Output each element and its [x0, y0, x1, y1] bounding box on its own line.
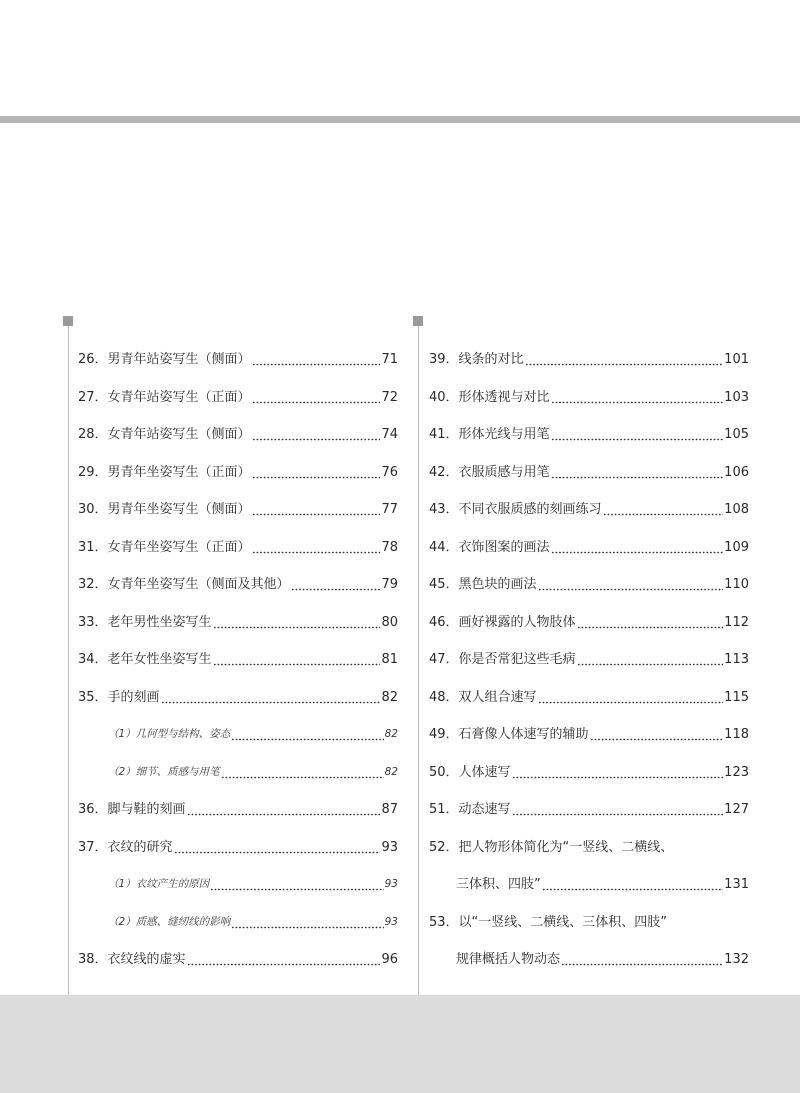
toc-dot-leader	[590, 738, 724, 741]
toc-dot-leader	[161, 701, 381, 704]
toc-dot-leader	[252, 401, 381, 404]
toc-entry-number: 27．	[78, 389, 108, 405]
toc-dot-leader	[551, 401, 724, 404]
toc-entry[interactable]	[429, 454, 749, 492]
toc-entry[interactable]	[78, 754, 398, 792]
toc-entry-number: 40．	[429, 389, 459, 405]
toc-entry-number: 34．	[78, 652, 108, 668]
toc-entry-title: 动态速写	[458, 802, 511, 818]
toc-entry[interactable]	[78, 604, 398, 642]
toc-entry-title: 男青年站姿写生（侧面）	[107, 352, 251, 368]
toc-entry-number: 38．	[78, 952, 108, 968]
toc-entry[interactable]	[78, 416, 398, 454]
toc-entry-page: 82	[384, 765, 398, 778]
toc-entry-title: 女青年站姿写生（侧面）	[107, 427, 251, 443]
toc-dot-leader	[252, 438, 381, 441]
toc-entry-title: 女青年站姿写生（正面）	[107, 389, 251, 405]
toc-entry-page: 109	[724, 539, 749, 555]
toc-entry-number: 52．	[429, 839, 459, 855]
toc-dot-leader	[542, 888, 723, 891]
toc-entry[interactable]	[78, 791, 398, 829]
toc-entry-title: 规律概括人物动态	[456, 952, 561, 968]
footer-band	[0, 995, 800, 1093]
toc-entry[interactable]	[78, 866, 398, 904]
toc-entry-page: 71	[381, 352, 398, 368]
toc-entry[interactable]	[429, 829, 749, 867]
toc-entry-page: 87	[381, 802, 398, 818]
toc-entry-title: 以“一竖线、二横线、三体积、四肢”	[458, 914, 668, 930]
toc-dot-leader	[538, 701, 724, 704]
toc-entry-number: 46．	[429, 614, 459, 630]
toc-entry-title: 男青年坐姿写生（侧面）	[107, 502, 251, 518]
toc-dot-leader	[252, 513, 381, 516]
right-column-rule	[418, 326, 419, 995]
toc-dot-leader	[512, 776, 724, 779]
toc-dot-leader	[231, 738, 383, 741]
toc-entry-page: 112	[724, 614, 749, 630]
toc-entry-page: 72	[381, 389, 398, 405]
toc-entry-number: 50．	[429, 764, 459, 780]
toc-entry-number: 42．	[429, 464, 459, 480]
toc-entry-page: 101	[724, 352, 749, 368]
toc-entry-number: 48．	[429, 689, 459, 705]
toc-entry[interactable]	[429, 604, 749, 642]
toc-entry-title: 形体透视与对比	[458, 389, 550, 405]
toc-entry[interactable]	[429, 341, 749, 379]
toc-entry-number: 47．	[429, 652, 459, 668]
toc-entry-title: 石膏像人体速写的辅助	[458, 727, 589, 743]
toc-dot-leader	[252, 476, 381, 479]
toc-dot-leader	[291, 588, 381, 591]
toc-entry-page: 118	[724, 727, 749, 743]
toc-entry-number: 39．	[429, 352, 459, 368]
toc-entry-page: 113	[724, 652, 749, 668]
toc-entry-title: 衣饰图案的画法	[458, 539, 550, 555]
left-column-marker	[63, 316, 73, 326]
toc-entry-title: 脚与鞋的刻画	[107, 802, 186, 818]
toc-entry[interactable]	[78, 641, 398, 679]
toc-dot-leader	[577, 626, 724, 629]
toc-entry-number: 45．	[429, 577, 459, 593]
toc-entry-page: 82	[384, 728, 398, 741]
toc-dot-leader	[561, 963, 723, 966]
toc-dot-leader	[210, 888, 383, 891]
toc-dot-leader	[231, 926, 383, 929]
toc-entry[interactable]	[429, 941, 749, 979]
toc-entry[interactable]	[78, 341, 398, 379]
toc-entry-title: 老年男性坐姿写生	[107, 614, 212, 630]
toc-entry-page: 77	[381, 502, 398, 518]
toc-entry-title: 衣纹的研究	[107, 839, 173, 855]
toc-entry[interactable]	[429, 791, 749, 829]
toc-entry-page: 93	[384, 878, 398, 891]
toc-entry-number: 37．	[78, 839, 108, 855]
toc-entry-page: 106	[724, 464, 749, 480]
toc-entry-title: （1）衣纹产生的原因	[108, 878, 210, 891]
toc-entry[interactable]	[78, 716, 398, 754]
toc-entry-title: 黑色块的画法	[458, 577, 537, 593]
toc-entry-page: 103	[724, 389, 749, 405]
toc-entry-title: 你是否常犯这些毛病	[458, 652, 576, 668]
toc-entry[interactable]	[78, 566, 398, 604]
toc-entry[interactable]	[429, 416, 749, 454]
toc-entry-number: 43．	[429, 502, 459, 518]
header-rule	[0, 116, 800, 123]
toc-entry-number: 36．	[78, 802, 108, 818]
toc-entry-number: 32．	[78, 577, 108, 593]
toc-entry-number: 35．	[78, 689, 108, 705]
toc-entry-number: 49．	[429, 727, 459, 743]
toc-entry-page: 79	[381, 577, 398, 593]
toc-entry-page: 105	[724, 427, 749, 443]
toc-dot-leader	[213, 663, 381, 666]
toc-entry[interactable]	[429, 566, 749, 604]
toc-entry-title: 线条的对比	[458, 352, 524, 368]
toc-entry[interactable]	[78, 829, 398, 867]
toc-entry-number: 30．	[78, 502, 108, 518]
toc-entry[interactable]	[429, 679, 749, 717]
toc-entry-page: 93	[384, 915, 398, 928]
toc-entry-title: 把人物形体简化为“一竖线、二横线、	[458, 839, 674, 855]
toc-entry-number: 53．	[429, 914, 459, 930]
toc-dot-leader	[538, 588, 724, 591]
toc-entry-page: 80	[381, 614, 398, 630]
toc-entry-title: （1）几何型与结构、姿态	[108, 728, 231, 741]
toc-entry-page: 131	[724, 877, 749, 893]
toc-entry-number: 26．	[78, 352, 108, 368]
toc-dot-leader	[512, 813, 724, 816]
toc-dot-leader	[174, 851, 381, 854]
toc-entry[interactable]	[78, 491, 398, 529]
toc-entry-page: 123	[724, 764, 749, 780]
toc-entry-title: 男青年坐姿写生（正面）	[107, 464, 251, 480]
toc-entry[interactable]	[429, 641, 749, 679]
toc-entry-title: 老年女性坐姿写生	[107, 652, 212, 668]
toc-entry-page: 96	[381, 952, 398, 968]
toc-entry-number: 29．	[78, 464, 108, 480]
toc-entry-title: （2）细节、质感与用笔	[108, 765, 220, 778]
toc-dot-leader	[187, 963, 381, 966]
toc-entry-number: 51．	[429, 802, 459, 818]
toc-entry-page: 82	[381, 689, 398, 705]
toc-entry[interactable]	[429, 529, 749, 567]
toc-entry-number: 31．	[78, 539, 108, 555]
toc-entry[interactable]	[78, 529, 398, 567]
toc-entry[interactable]	[78, 679, 398, 717]
toc-dot-leader	[252, 551, 381, 554]
toc-entry-title: 三体积、四肢”	[456, 877, 541, 893]
toc-entry-number: 28．	[78, 427, 108, 443]
toc-entry-page: 127	[724, 802, 749, 818]
toc-dot-leader	[577, 663, 724, 666]
toc-entry[interactable]	[78, 454, 398, 492]
toc-entry-title: 人体速写	[458, 764, 511, 780]
toc-entry-number: 44．	[429, 539, 459, 555]
toc-dot-leader	[187, 813, 381, 816]
toc-entry-page: 108	[724, 502, 749, 518]
toc-entry[interactable]	[429, 754, 749, 792]
toc-dot-leader	[551, 551, 724, 554]
toc-entry[interactable]	[429, 491, 749, 529]
toc-entry[interactable]	[78, 379, 398, 417]
toc-dot-leader	[525, 363, 724, 366]
toc-entry-number: 33．	[78, 614, 108, 630]
toc-entry-title: 手的刻画	[107, 689, 160, 705]
left-column-rule	[68, 326, 69, 995]
toc-entry-page: 132	[724, 952, 749, 968]
toc-dot-leader	[603, 513, 724, 516]
toc-entry-title: 形体光线与用笔	[458, 427, 550, 443]
toc-entry-title: 画好裸露的人物肢体	[458, 614, 576, 630]
toc-dot-leader	[221, 776, 384, 779]
toc-entry-page: 76	[381, 464, 398, 480]
toc-left-column	[78, 341, 398, 979]
toc-entry-title: 衣服质感与用笔	[458, 464, 550, 480]
toc-entry-title: 女青年坐姿写生（侧面及其他）	[107, 577, 290, 593]
toc-dot-leader	[252, 363, 381, 366]
toc-entry-title: 衣纹线的虚实	[107, 952, 186, 968]
toc-entry[interactable]	[429, 716, 749, 754]
toc-entry-page: 115	[724, 689, 749, 705]
toc-entry-title: 双人组合速写	[458, 689, 537, 705]
toc-dot-leader	[551, 438, 724, 441]
right-column-marker	[413, 316, 423, 326]
toc-dot-leader	[213, 626, 381, 629]
toc-entry-page: 81	[381, 652, 398, 668]
toc-entry-page: 78	[381, 539, 398, 555]
toc-entry[interactable]	[429, 904, 749, 942]
toc-entry-page: 93	[381, 839, 398, 855]
toc-entry[interactable]	[429, 866, 749, 904]
toc-entry-title: 女青年坐姿写生（正面）	[107, 539, 251, 555]
toc-entry[interactable]	[78, 904, 398, 942]
toc-entry-title: （2）质感、缝纫线的影响	[108, 915, 231, 928]
toc-dot-leader	[551, 476, 724, 479]
toc-entry-page: 74	[381, 427, 398, 443]
toc-entry-page: 110	[724, 577, 749, 593]
toc-entry-title: 不同衣服质感的刻画练习	[458, 502, 602, 518]
toc-entry[interactable]	[78, 941, 398, 979]
toc-entry-number: 41．	[429, 427, 459, 443]
toc-entry[interactable]	[429, 379, 749, 417]
toc-right-column	[429, 341, 749, 979]
